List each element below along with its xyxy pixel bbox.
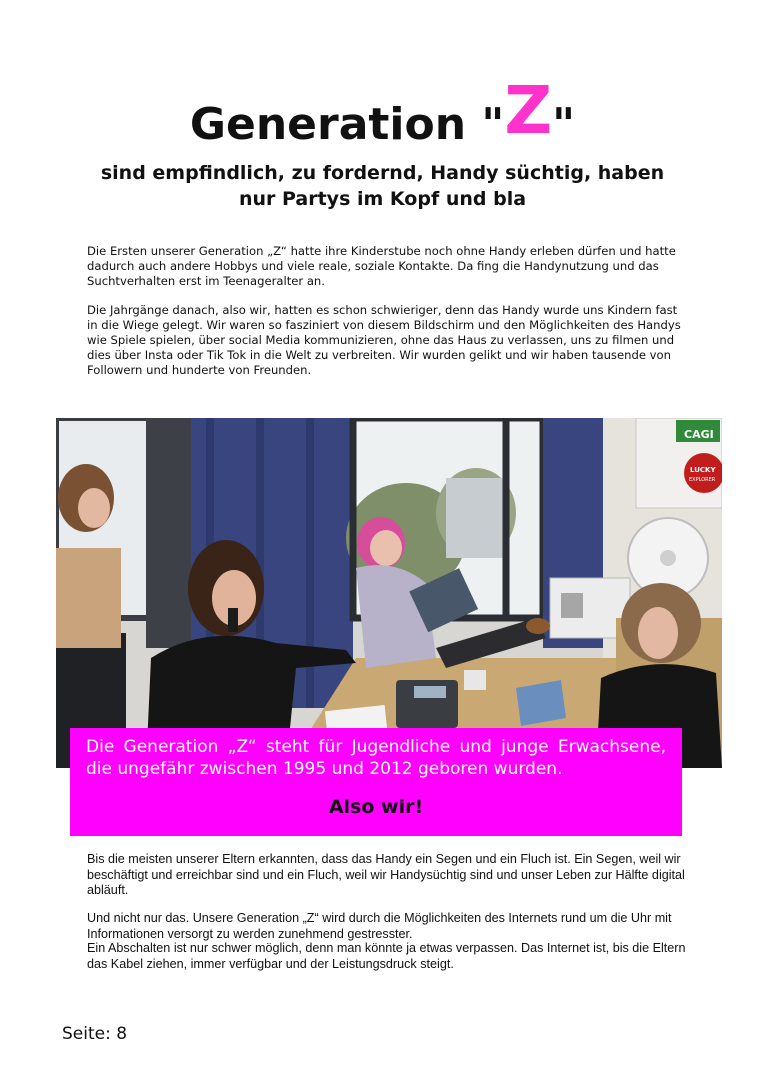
callout-bold: Also wir!: [328, 796, 424, 818]
intro-paragraph-2: Die Jahrgänge danach, also wir, hatten es schon schwieriger, denn das Handy wurde uns Kindern fast in die Wiege gelegt. Wir waren so fasziniert von diesem Bildschirm und den Möglichkeiten des Handys wie Spiele spielen, über social Media kommunizieren, ohne das Haus zu verlassen, uns zu filmen und dies über Insta oder Tik Tok in die Welt zu verbreiten. Wir wurden gelikt und wir haben tausende von Followern und hunderte von Freunden.: [87, 303, 681, 377]
page-title: [0, 72, 765, 150]
intro-paragraph-1: Die Ersten unserer Generation „Z“ hatte ihre Kinderstube noch ohne Handy erleben dürfen und hatte dadurch auch andere Hobbys und viele reale, soziale Kontakte. Da fing die Handynutzung und das Suchtverhalten erst im Teenageralter an.: [87, 244, 676, 288]
body-paragraph-2b: Ein Abschalten ist nur schwer möglich, denn man könnte ja etwas verpassen. Das Internet ist, bis die Eltern das Kabel ziehen, immer verfügbar und der Leistungsdruck steigt.: [87, 941, 686, 971]
title-suffix: ": [552, 99, 576, 150]
poster-circle-line2: EXPLORER: [689, 477, 716, 483]
group-photo: [56, 418, 722, 768]
body-paragraph-1: Bis die meisten unserer Eltern erkannten, dass das Handy ein Segen und ein Fluch ist. Ein Segen, weil wir beschäftigt und erreichbar sind und ein Fluch, weil wir Handysüchtig sind und unser Leben zur Hälfte digital abläuft.: [87, 852, 685, 897]
page-number: Seite: 8: [62, 1024, 128, 1044]
title-prefix: Generation ": [189, 99, 505, 150]
poster-circle-line1: LUCKY: [690, 466, 716, 474]
callout-text: Die Generation „Z“ steht für Jugendliche und junge Erwachsene, die ungefähr zwischen 1995 und 2012 geboren wurden.: [86, 737, 666, 779]
callout-box: [70, 728, 682, 836]
title-letter-z: Z: [504, 72, 553, 149]
body-paragraph-2a: Und nicht nur das. Unsere Generation „Z“ wird durch die Möglichkeiten des Internets rund um die Uhr mit Informationen versorgt zu werden zunehmend gestresster.: [87, 911, 672, 941]
poster-label: CAGI: [684, 428, 714, 441]
page-subtitle: sind empfindlich, zu fordernd, Handy süchtig, haben nur Partys im Kopf und bla: [100, 162, 665, 210]
